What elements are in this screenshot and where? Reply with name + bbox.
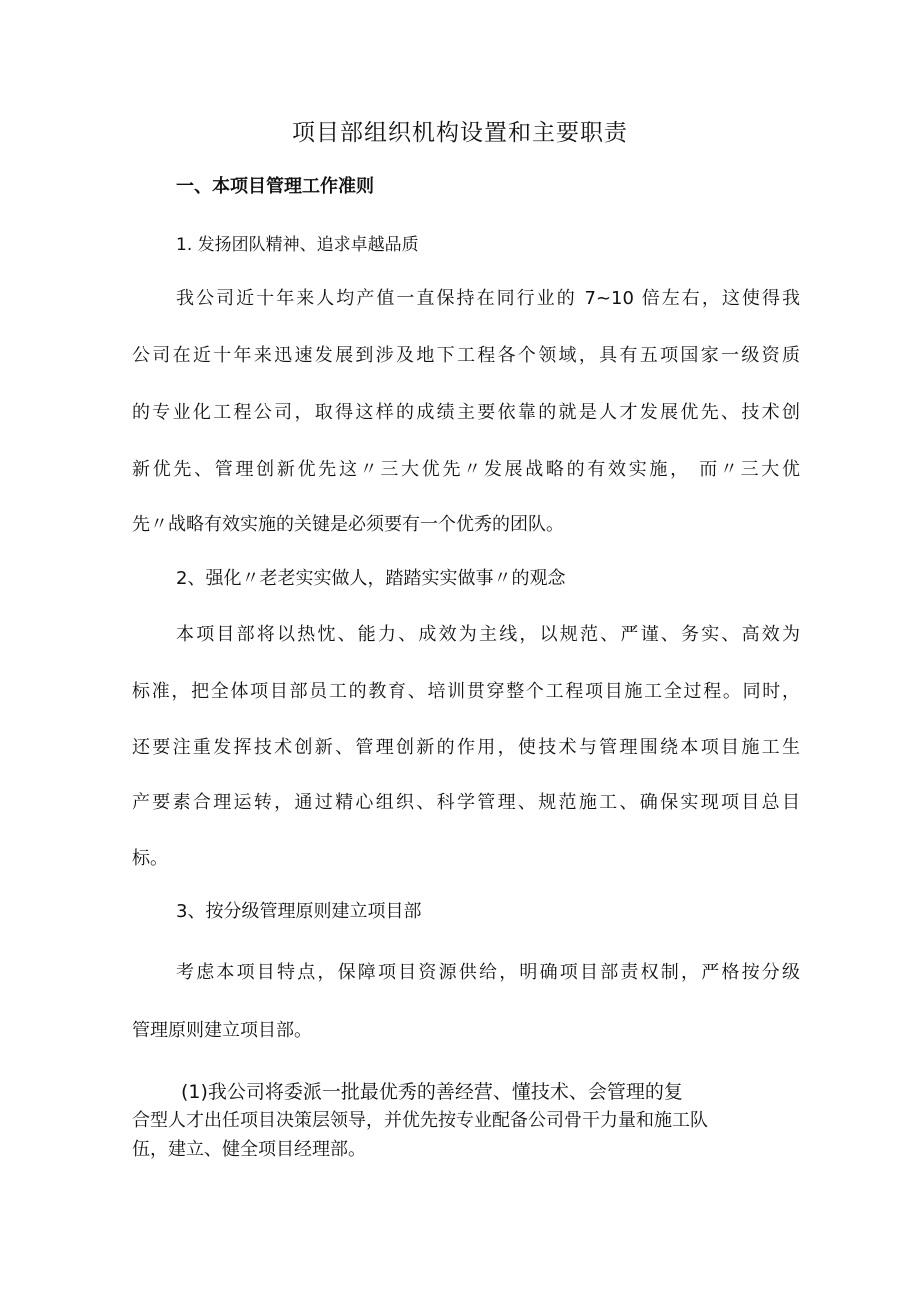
paragraph-line: 产要素合理运转，通过精心组织、科学管理、规范施工、确保实现项目总目 [132, 792, 800, 813]
paragraph-line: 标。 [132, 848, 168, 869]
paragraph-line: 本项目部将以热忱、能力、成效为主线，以规范、严谨、务实、高效为 [176, 624, 800, 645]
paragraph-line: 管理原则建立项目部。 [132, 1020, 312, 1041]
paragraph-line: 还要注重发挥技术创新、管理创新的作用，使技术与管理围绕本项目施工生 [132, 737, 800, 758]
paragraph-line: 标准，把全体项目部员工的教育、培训贯穿整个工程项目施工全过程。同时， [132, 681, 800, 702]
section-heading-1: 一、本项目管理工作准则 [176, 176, 374, 197]
subsection-heading-2: 2、强化〃老老实实做人，踏踏实实做事〃的观念 [176, 568, 566, 589]
list-item-line: (1)我公司将委派一批最优秀的善经营、懂技术、会管理的复 [181, 1081, 683, 1103]
paragraph-line: 的专业化工程公司，取得这样的成绩主要依靠的就是人才发展优先、技术创 [132, 402, 800, 423]
paragraph-line: 我公司近十年来人均产值一直保持在同行业的 7~10 倍左右，这使得我 [176, 288, 800, 309]
list-item-line: 伍，建立、健全项目经理部。 [132, 1139, 366, 1160]
paragraph-line: 新优先、管理创新优先这〃三大优先〃发展战略的有效实施， 而〃三大优 [132, 459, 800, 480]
paragraph-line: 公司在近十年来迅速发展到涉及地下工程各个领域，具有五项国家一级资质 [132, 345, 800, 366]
list-item-line: 合型人才出任项目决策层领导，并优先按专业配备公司骨干力量和施工队 [132, 1110, 708, 1131]
subsection-heading-3: 3、按分级管理原则建立项目部 [176, 901, 422, 922]
subsection-heading-1: 1. 发扬团队精神、追求卓越品质 [176, 235, 419, 255]
paragraph-line: 先〃战略有效实施的关键是必须要有一个优秀的团队。 [132, 514, 564, 535]
page-title: 项目部组织机构设置和主要职责 [292, 120, 628, 146]
paragraph-line: 考虑本项目特点，保障项目资源供给，明确项目部责权制，严格按分级 [176, 962, 800, 983]
